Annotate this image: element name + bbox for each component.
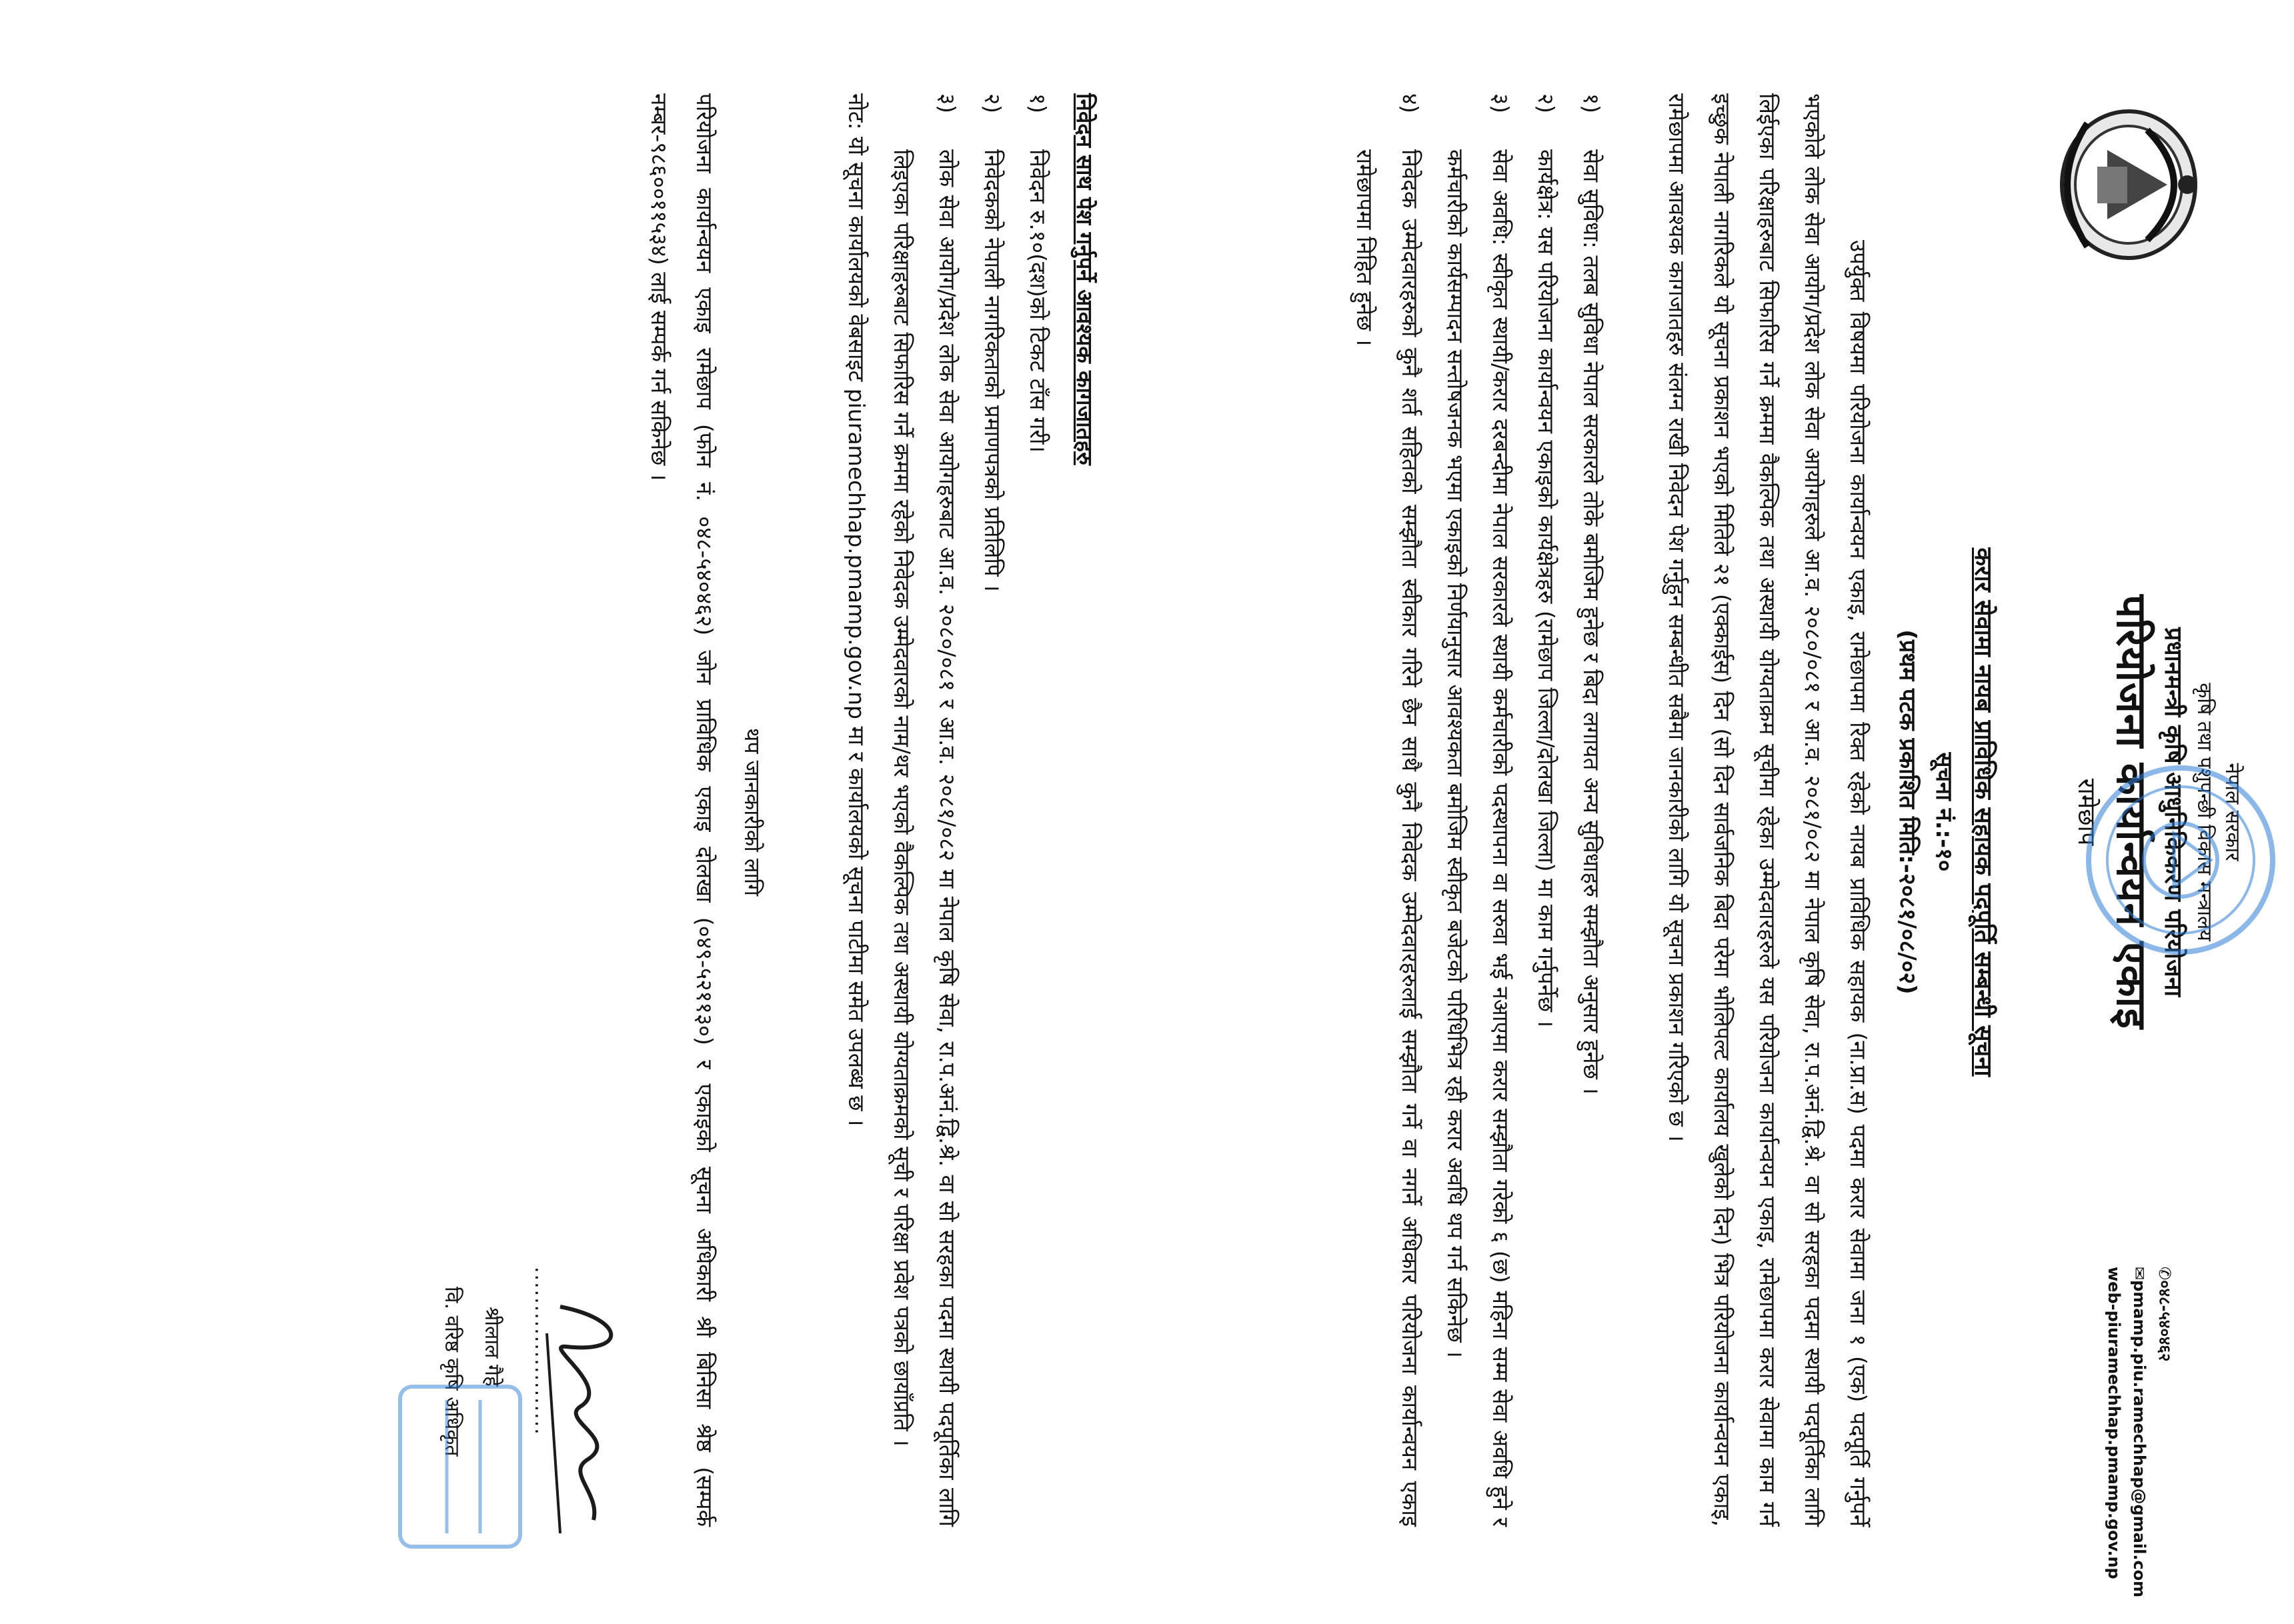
office-name: परियोजना कार्यान्वयन एकाइ xyxy=(2107,595,2156,1029)
document-item xyxy=(970,93,1015,1527)
signature-stamp xyxy=(393,1380,527,1553)
document-item xyxy=(879,93,970,1527)
signatory-name: श्रीलाल गैहे xyxy=(480,1307,503,1387)
documents-heading: निवेदन साथ पेश गर्नुपर्ने आवश्यक कागजातहरु xyxy=(1072,93,1098,465)
document-item xyxy=(1015,93,1060,1527)
list-item-number: २) xyxy=(1533,93,1559,114)
office-place: रामेछाप xyxy=(2073,778,2100,846)
document-item-number: ३) xyxy=(934,93,960,114)
intro-paragraph xyxy=(1654,93,1881,1527)
list-item xyxy=(1523,93,1568,1527)
terms-list xyxy=(1342,93,1614,1527)
phone-text: ✆०४८-५४०४६२ xyxy=(2155,1267,2174,1362)
note-text: नोट: यो सूचना कार्यालयको वेबसाइट piuramechhap.pmamp.gov.np मा र कार्यालयको सूचना पाटीमा समेत उपलब्ध छ । xyxy=(844,93,870,1127)
signatory-designation: वि. वरिष्ठ कृषि अधिकृत xyxy=(440,1287,463,1457)
first-published-date: (प्रथम पटक प्रकाशित मिति:-२०८१/०८/०२) xyxy=(1894,629,1921,995)
list-item-text: निवेदक उम्मेदवारहरुको कुनै शर्त सहितको सम्झौता स्वीकार गरिने छैन साथै कुनै निवेदक उम्मेदवारहरुलाई सम्झौता गर्ने वा नगर्ने अधिकार परियोजना कार्यान्वयन एकाइ रामेछापमा निहित हुनेछ । xyxy=(1352,149,1423,1527)
notice-number: सूचना नं.:-१० xyxy=(1931,752,1957,872)
list-item-text: कार्यक्षेत्र: यस परियोजना कार्यान्वयन एकाइको कार्यक्षेत्रहरु (रामेछाप जिल्ला/दोलखा जिल्ला) मा काम गर्नुपर्नेछ । xyxy=(1533,149,1559,1028)
document-item-text: निवेदकको नेपाली नागरिकताको प्रमाणपत्रको प्रतिलिपि । xyxy=(980,149,1006,592)
document-item-number: २) xyxy=(980,93,1006,114)
list-item xyxy=(1432,93,1523,1527)
intro-text: उपर्युक्त विषयमा परियोजना कार्यान्वयन एकाइ, रामेछापमा रिक्त रहेको नायब प्राविधिक सहायक (ना.प्रा.स) पदमा करार सेवामा जना १ (एक) पदपूर्ति गर्नुपर्ने भएकोले लोक सेवा आयोग/प्रदेश लोक सेवा आयोगहरुले आ.व. २०८०/०८१ र आ.व. २०८१/०८२ मा नेपाल कृषि सेवा, रा.प.अनं.द्वि.श्रे. वा सो सरहका पदमा स्थायी पदपूर्तिका लागि लिईएका परिक्षाहरुबाट सिफारिस गर्ने क्रममा वैकल्पिक तथा अस्थायी योग्यताक्रम सूचीमा रहेका उम्मेदवारहरुले यस परियोजना कार्यान्वयन एकाइ, रामेछापमा करार सेवामा काम गर्न इच्छुक नेपाली नागरिकले यो सूचना प्रकाशन भएको मितिले २१ (एक्काईस) दिन (सो दिन सार्वजनिक बिदा परेमा भोलिपल्ट कार्यालय खुलेको दिन) भित्र परियोजना कार्यान्वयन एकाइ, रामेछापमा आवश्यक कागजातहरु संलग्न राखी निवेदन पेश गर्नुहुन सम्बन्धीत सबैमा जानकारीको लागि यो सूचना प्रकाशन गरिएको छ । xyxy=(1664,93,1871,1527)
govt-name: नेपाल सरकार xyxy=(2221,763,2244,861)
website-text: web-piuramechhap.pmamp.gov.np xyxy=(2105,1267,2123,1579)
list-item-number: ४) xyxy=(1397,93,1423,114)
office-stamp xyxy=(2081,760,2281,960)
document-item-text: निवेदन रु.१०(दश)को टिकट टाँस गरी। xyxy=(1025,149,1051,453)
program-name: प्रधानमन्त्री कृषि आधुनिकिकरण परियोजना xyxy=(2159,627,2187,997)
list-item-text: सेवा सुविधा: तलब सुविधा नेपाल सरकारले तोके बमोजिम हुनेछ र बिदा लगायत अन्य सुविधाहरु सम्झौता अनुसार हुनेछ । xyxy=(1578,149,1604,1095)
ministry-name: कृषि तथा पशुपन्छी विकास मन्त्रालय xyxy=(2193,683,2216,941)
document-item-text: लोक सेवा आयोग/प्रदेश लोक सेवा आयोगहरुबाट आ.व. २०८०/०८१ र आ.व. २०८१/०८२ मा नेपाल कृषि सेवा, रा.प.अनं.द्वि.श्रे. वा सो सरहका पदमा स्थायी पदपूर्तिका लागि लिइएका परिक्षाहरुबाट सिफारिस गर्ने क्रममा रहेको निवेदक उम्मेदवारको नाम/थर भएको वैकल्पिक तथा अस्थायी योग्यताक्रमको सूची र परिक्षा प्रवेश पत्रको छायाँप्रति । xyxy=(889,149,960,1527)
contact-block xyxy=(2101,1267,2177,1613)
signature-block xyxy=(327,1267,640,1573)
signature-dots: ...................... xyxy=(530,1267,553,1436)
list-item xyxy=(1568,93,1614,1527)
list-item-number: ३) xyxy=(1488,93,1514,114)
list-item xyxy=(1342,93,1432,1527)
notice-title: करार सेवामा नायब प्राविधिक सहायक पदपूर्ति सम्बन्धी सूचना xyxy=(1969,547,1997,1077)
info-heading: थप जानकारीको लागि xyxy=(740,727,765,897)
contact-paragraph: परियोजना कार्यान्वयन एकाइ रामेछाप (फोन नं. ०४८-५४०४६२) जोन प्राविधिक एकाइ दोलखा (०४९-५२११३०) र एकाइको सूचना अधिकारी श्री बिनिसा श्रेष्ठ (सम्पर्क नम्बर-९८६००११५३४) लाई सम्पर्क गर्न सकिनेछ । xyxy=(646,93,718,1527)
list-item-number: १) xyxy=(1578,93,1604,114)
document-item-number: १) xyxy=(1025,93,1051,114)
email-text: ✉pmamp.piu.ramechhap@gmail.com xyxy=(2130,1267,2149,1598)
list-item-text: सेवा अवधि: स्वीकृत स्थायी/करार दरबन्दीमा नेपाल सरकारले स्थायी कर्मचारीको पदस्थापना वा सरुवा भई नआएमा करार सम्झौता गरेको ६ (छ) महिना सम्म सेवा अवधि हुने र कर्मचारीको कार्यसम्पादन सन्तोषजनक भएमा एकाइको निर्णयानुसार आवश्यकता बमोजिम स्वीकृत बजेटको परिधिभित्र रही करार अवधि थप गर्न सकिनेछ । xyxy=(1442,149,1514,1527)
documents-list xyxy=(834,93,1060,1527)
